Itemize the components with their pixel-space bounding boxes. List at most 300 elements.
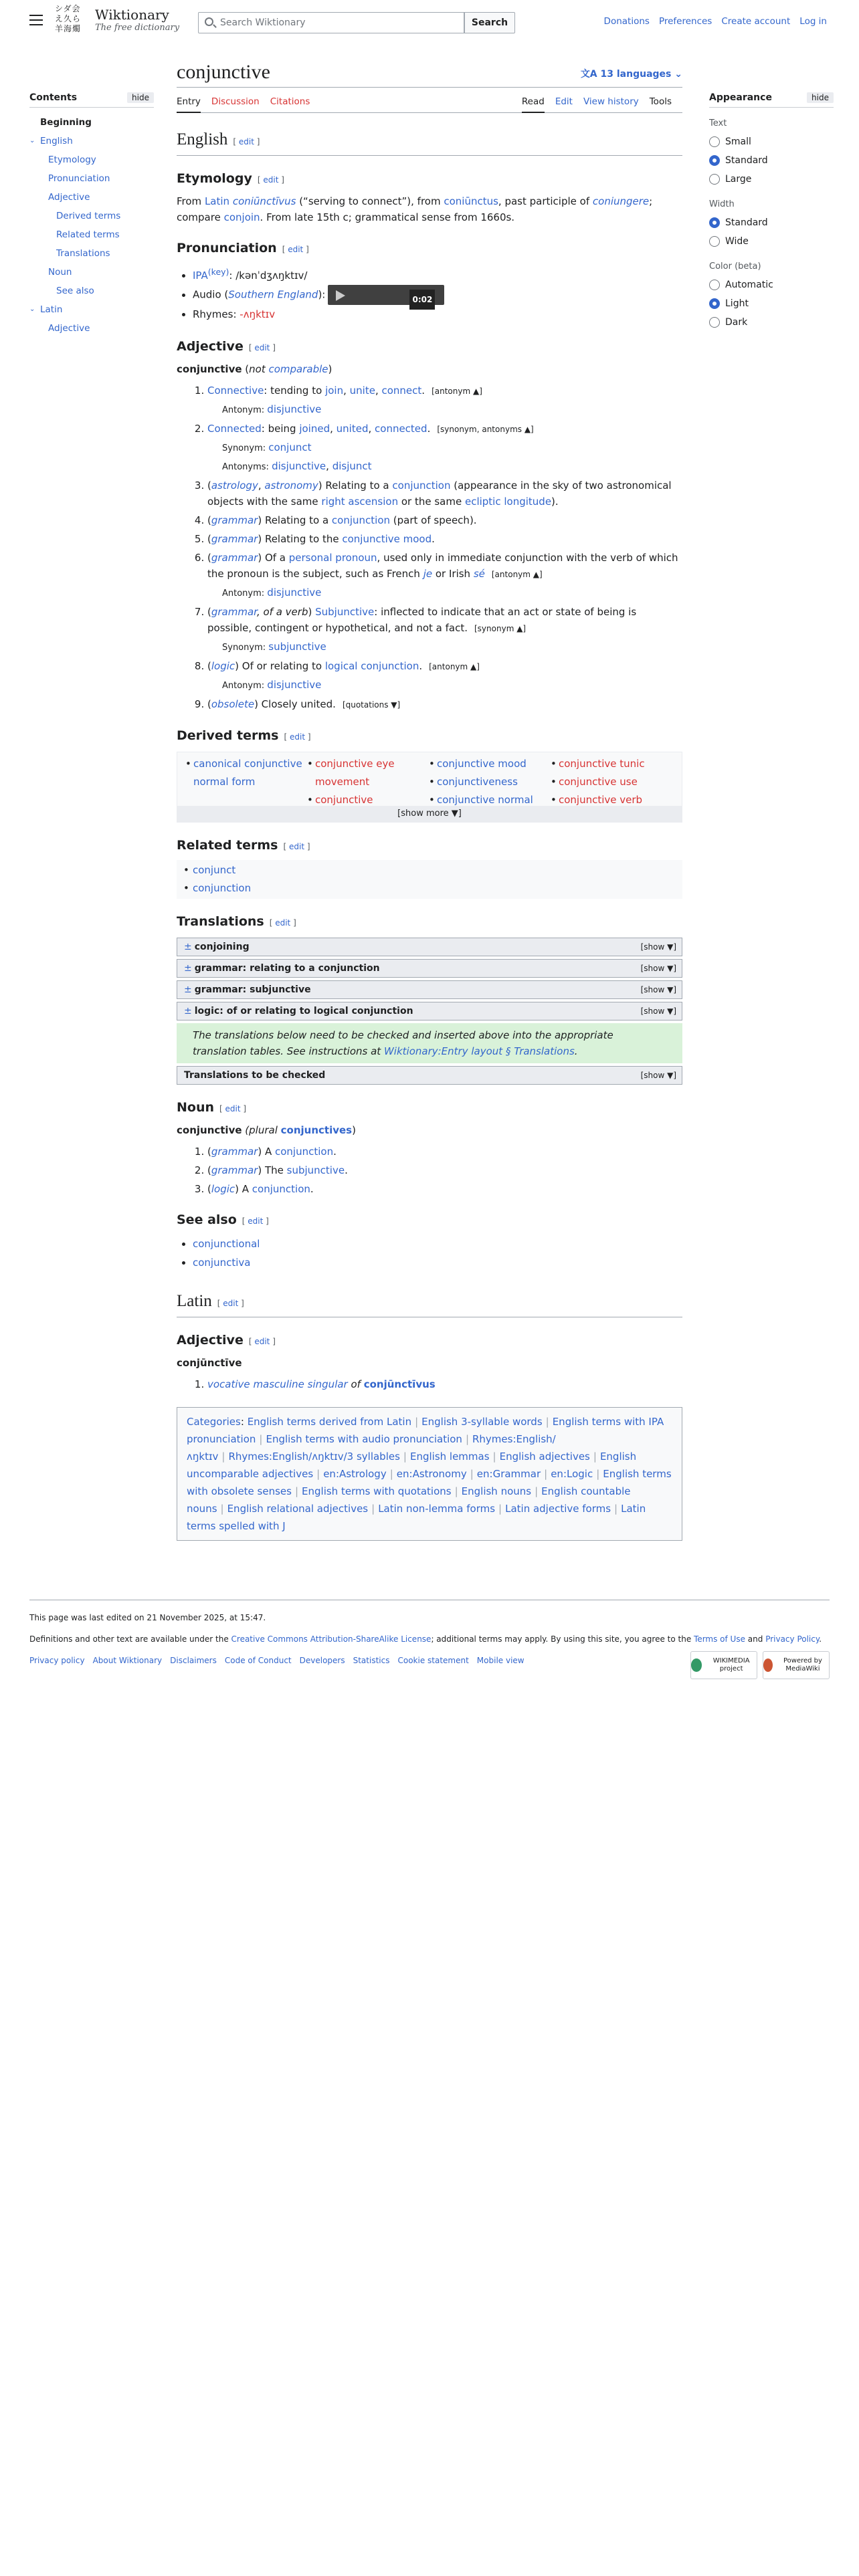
- derived-term: [437, 773, 549, 791]
- category-link[interactable]: English terms with audio pronunciation: [266, 1433, 462, 1445]
- nym-values: [267, 679, 321, 691]
- derived-term: [559, 773, 671, 791]
- main-menu-icon[interactable]: [29, 15, 43, 25]
- footer-link[interactable]: Cookie statement: [397, 1656, 469, 1665]
- derived-term: [315, 755, 427, 791]
- appearance-group-label: Text: [709, 118, 727, 128]
- styled-text: [474, 568, 485, 580]
- tab-entry[interactable]: Entry: [177, 92, 201, 113]
- user-links: [595, 16, 827, 27]
- category-separator: |: [454, 1485, 458, 1497]
- term-link[interactable]: Connective: [207, 385, 264, 397]
- category-separator: |: [535, 1485, 539, 1497]
- toggle-button[interactable]: [antonym ▲]: [432, 387, 482, 396]
- toc-title: Contents: [29, 92, 78, 103]
- option-label: Light: [725, 298, 749, 309]
- edit-gloss-icon[interactable]: ±: [184, 963, 192, 974]
- definition-item: [207, 550, 682, 601]
- user-link-donations[interactable]: Donations: [603, 16, 650, 27]
- footer-badges: [685, 1651, 830, 1679]
- radio-button[interactable]: [709, 155, 720, 166]
- edit-link[interactable]: edit: [254, 1337, 270, 1346]
- option-label: Automatic: [725, 280, 773, 290]
- noun-heading: Noun [ edit ]: [177, 1100, 247, 1115]
- category-link[interactable]: en:Astrology: [323, 1468, 387, 1480]
- audio-suffix: ):: [318, 288, 326, 301]
- definition-text: (grammar) Relating to the conjunctive mood.: [207, 533, 435, 545]
- license-mid: ; additional terms may apply. By using this site, you agree to the: [431, 1634, 694, 1644]
- show-more-button[interactable]: [show more ▼]: [177, 806, 682, 822]
- show-button[interactable]: [show ▼]: [640, 942, 676, 952]
- definition-item: [207, 512, 682, 528]
- translations-section: [177, 938, 682, 1085]
- tab-discussion[interactable]: Discussion: [211, 96, 260, 107]
- nym-label: Antonyms:: [222, 462, 272, 472]
- mediawiki-badge[interactable]: [763, 1651, 830, 1679]
- derived-term-link[interactable]: conjunctive: [315, 794, 373, 806]
- toc-item[interactable]: [29, 319, 154, 338]
- term-link[interactable]: ecliptic longitude: [464, 496, 552, 508]
- edit-link[interactable]: edit: [225, 1104, 241, 1113]
- term-link[interactable]: logical conjunction: [324, 660, 419, 672]
- definition-text: (grammar) Relating to a conjunction (part of speech).: [207, 514, 477, 526]
- term-link[interactable]: conjunction: [252, 1183, 310, 1195]
- appearance-option[interactable]: [709, 294, 834, 313]
- term-link[interactable]: grammar: [211, 533, 258, 545]
- derived-term-link[interactable]: conjunctiveness: [437, 776, 518, 788]
- term-link[interactable]: joined: [299, 423, 330, 435]
- toc-item[interactable]: [29, 207, 154, 225]
- toc-item[interactable]: [29, 225, 154, 244]
- derived-term: [559, 755, 671, 773]
- show-button[interactable]: [show ▼]: [640, 1071, 676, 1080]
- audio-player[interactable]: [328, 285, 444, 305]
- category-link[interactable]: English uncomparable adjectives: [187, 1451, 637, 1480]
- category-link[interactable]: English terms with quotations: [302, 1485, 452, 1497]
- wiktionary-logo[interactable]: シダ会 え久ら 羊海燭: [55, 4, 82, 33]
- definition-item: [207, 421, 682, 475]
- toggle-button[interactable]: [antonym ▲]: [429, 662, 480, 671]
- radio-button[interactable]: [709, 317, 720, 328]
- radio-button[interactable]: [709, 298, 720, 309]
- definition-item: [207, 604, 682, 655]
- toc-item-label: See also: [56, 286, 94, 296]
- category-link[interactable]: en:Grammar: [476, 1468, 541, 1480]
- category-link[interactable]: Latin adjective forms: [505, 1503, 611, 1515]
- option-label: Standard: [725, 155, 768, 166]
- toc-item-label: Pronunciation: [48, 173, 110, 184]
- derived-term-link[interactable]: conjunctive verb: [559, 794, 643, 806]
- footer-link[interactable]: Mobile view: [476, 1656, 524, 1665]
- see-also-link[interactable]: conjunctional: [193, 1238, 260, 1250]
- nym-link[interactable]: disjunctive: [267, 679, 322, 691]
- category-link[interactable]: English adjectives: [499, 1451, 590, 1463]
- styled-text: [211, 514, 258, 526]
- toc-hide-button[interactable]: hide: [127, 92, 154, 103]
- term-link[interactable]: conjunction: [392, 479, 451, 492]
- appearance-option[interactable]: [709, 213, 834, 232]
- last-edited: This page was last edited on 21 November 2025, at 15:47.: [29, 1613, 266, 1622]
- definition-item: 2. (grammar) The subjunctive.: [207, 1162, 682, 1178]
- nym-line: [207, 459, 682, 475]
- category-link[interactable]: English lemmas: [409, 1451, 490, 1463]
- category-link[interactable]: English terms with IPA pronunciation: [187, 1416, 664, 1445]
- term-link[interactable]: subjunctive: [286, 1164, 345, 1176]
- edit-gloss-icon[interactable]: ±: [184, 942, 192, 952]
- toc-item-label: Etymology: [48, 154, 96, 165]
- category-separator: |: [470, 1468, 474, 1480]
- category-separator: |: [259, 1433, 263, 1445]
- translation-gloss: grammar: subjunctive: [194, 984, 311, 995]
- term-link[interactable]: connected: [375, 423, 427, 435]
- toc-item[interactable]: [29, 188, 154, 207]
- definition-item: [207, 383, 682, 418]
- edit-link[interactable]: edit: [254, 343, 270, 352]
- page-tabs: [177, 92, 682, 113]
- nym-link[interactable]: disjunctive: [272, 460, 326, 472]
- radio-button[interactable]: [709, 236, 720, 247]
- term-link[interactable]: conjūnctīvus: [363, 1378, 436, 1390]
- footer-link[interactable]: Disclaimers: [170, 1656, 217, 1665]
- styled-text: [211, 1146, 258, 1158]
- footer-link[interactable]: Privacy policy: [29, 1656, 85, 1665]
- term-link[interactable]: personal pronoun: [288, 552, 377, 564]
- footer-link[interactable]: Statistics: [353, 1656, 390, 1665]
- term-link[interactable]: Subjunctive: [315, 606, 375, 618]
- see-also-heading: See also [ edit ]: [177, 1212, 269, 1227]
- user-link-create-account[interactable]: Create account: [721, 16, 791, 27]
- category-link[interactable]: Latin non-lemma forms: [378, 1503, 496, 1515]
- category-link[interactable]: en:Logic: [551, 1468, 593, 1480]
- edit-link[interactable]: edit: [289, 732, 306, 742]
- plural-link[interactable]: conjunctives: [280, 1124, 353, 1136]
- show-button[interactable]: [show ▼]: [640, 964, 676, 973]
- nym-values: disjunctive, disjunct: [272, 460, 372, 472]
- toc-item-label: Adjective: [48, 192, 90, 203]
- option-label: Wide: [725, 236, 749, 247]
- term-link[interactable]: conjunctive mood: [342, 533, 432, 545]
- headword: conjunctive: [177, 363, 242, 375]
- privacy-link[interactable]: Privacy Policy: [765, 1634, 820, 1644]
- latin-adjective-heading: Adjective [ edit ]: [177, 1333, 276, 1348]
- option-label: Small: [725, 136, 751, 147]
- nym-line: [207, 402, 682, 418]
- wordmark[interactable]: [95, 7, 179, 33]
- toc-item-label: Latin: [40, 304, 63, 315]
- definition-item: [207, 1376, 682, 1392]
- translation-box[interactable]: [177, 959, 682, 978]
- definition-text: (astrology, astronomy) Relating to a conjunction (appearance in the sky of two astronomical objects with the same right ascension or the same ecliptic longitude).: [207, 479, 672, 508]
- related-terms-title: Related terms: [177, 838, 278, 853]
- category-separator: |: [545, 1416, 549, 1428]
- nym-label: Antonym:: [222, 405, 268, 415]
- toc-item[interactable]: [29, 300, 154, 319]
- footer-link[interactable]: About Wiktionary: [92, 1656, 163, 1665]
- edit-link[interactable]: edit: [223, 1299, 239, 1308]
- styled-text: [211, 660, 235, 672]
- nym-line: [207, 440, 682, 456]
- audio-label: Audio (: [193, 288, 229, 301]
- tab-tools[interactable]: Tools: [649, 96, 672, 107]
- radio-button[interactable]: [709, 217, 720, 228]
- derived-term-link[interactable]: conjunctive mood: [437, 758, 527, 770]
- nym-label: Antonym:: [222, 681, 268, 691]
- language-button[interactable]: [581, 67, 682, 80]
- definition-text: (grammar) Of a personal pronoun, used only in immediate conjunction with the verb of which the pronoun is the subject, such as French je or Irish sé: [207, 552, 678, 580]
- etymology-link[interactable]: conjoin: [223, 211, 260, 223]
- term-link[interactable]: grammar: [211, 606, 257, 618]
- term-link[interactable]: astronomy: [264, 479, 318, 492]
- license-link[interactable]: Creative Commons Attribution-ShareAlike License: [231, 1634, 432, 1644]
- term-link[interactable]: unite: [349, 385, 375, 397]
- toc-item[interactable]: [29, 263, 154, 282]
- toggle-button[interactable]: [quotations ▼]: [342, 700, 401, 710]
- wikimedia-badge[interactable]: [690, 1651, 757, 1679]
- derived-term-link[interactable]: conjunctive use: [559, 776, 638, 788]
- search-input[interactable]: [220, 15, 448, 30]
- latin-headword: conjūnctīve: [177, 1357, 242, 1369]
- term-link[interactable]: grammar: [211, 552, 258, 564]
- edit-link[interactable]: edit: [288, 842, 305, 851]
- section-english: English [ edit ]: [177, 129, 682, 156]
- edit-link[interactable]: edit: [288, 245, 304, 254]
- latin-definitions: [177, 1376, 682, 1392]
- rhymes-link[interactable]: -ʌŋktɪv: [240, 308, 276, 320]
- derived-terms-box: [177, 752, 682, 823]
- noun-headword: conjunctive: [177, 1124, 242, 1136]
- term-link[interactable]: je: [423, 568, 433, 580]
- toggle-button[interactable]: [antonym ▲]: [491, 570, 543, 579]
- appearance-option[interactable]: [709, 276, 834, 294]
- see-also-title: See also: [177, 1212, 237, 1227]
- toggle-button[interactable]: [synonym, antonyms ▲]: [437, 425, 534, 434]
- styled-text: not comparable: [249, 363, 328, 375]
- styled-text: [211, 1164, 258, 1176]
- term-link[interactable]: logic: [211, 1183, 235, 1195]
- category-separator: |: [371, 1503, 375, 1515]
- etymology-link[interactable]: coniūnctus: [444, 195, 498, 207]
- translations-heading: Translations [ edit ]: [177, 914, 296, 929]
- translation-box[interactable]: [177, 1002, 682, 1021]
- ipa-link[interactable]: IPA: [193, 270, 208, 282]
- related-term-link[interactable]: conjunction: [193, 882, 252, 894]
- edit-link[interactable]: edit: [275, 918, 291, 928]
- category-link[interactable]: Rhymes:English/ʌŋktɪv/3 syllables: [228, 1451, 400, 1463]
- term-link[interactable]: right ascension: [321, 496, 399, 508]
- category-link[interactable]: English terms derived from Latin: [247, 1416, 412, 1428]
- tab-read[interactable]: Read: [522, 92, 545, 113]
- derived-terms-heading: Derived terms [ edit ]: [177, 728, 311, 743]
- etymology-link[interactable]: Latin: [204, 195, 230, 207]
- chevron-down-icon[interactable]: ⌄: [29, 306, 35, 313]
- etymology-link[interactable]: coniūnctīvus: [232, 195, 296, 207]
- tab-view-history[interactable]: View history: [583, 96, 639, 107]
- ipa-key-link[interactable]: (key): [207, 267, 229, 277]
- term-link[interactable]: sé: [473, 568, 485, 580]
- term-link[interactable]: connect: [381, 385, 422, 397]
- radio-button[interactable]: [709, 280, 720, 290]
- toc-item[interactable]: [29, 150, 154, 169]
- toc-item-label: Noun: [48, 267, 72, 278]
- mediawiki-logo-icon: [763, 1658, 773, 1672]
- appearance-hide-button[interactable]: hide: [807, 92, 834, 103]
- term-link[interactable]: singular: [307, 1378, 348, 1390]
- site-name: Wiktionary: [95, 7, 169, 23]
- toc-item[interactable]: [29, 244, 154, 263]
- footer-link[interactable]: Developers: [299, 1656, 345, 1665]
- search-icon: [205, 17, 213, 26]
- audio-region-link[interactable]: Southern England: [228, 288, 318, 301]
- user-link-log-in[interactable]: Log in: [799, 16, 827, 27]
- term-link[interactable]: comparable: [268, 363, 328, 375]
- appearance-option[interactable]: [709, 170, 834, 189]
- adjective-definitions: [177, 383, 682, 713]
- etymology-text-part: From: [177, 195, 205, 207]
- styled-text: grammar, of a verb: [211, 606, 308, 618]
- etymology-text-part: . From late 15th c; grammatical sense from 1660s.: [260, 211, 515, 223]
- term-link[interactable]: join: [325, 385, 344, 397]
- term-link[interactable]: Connected: [207, 423, 262, 435]
- wikimedia-logo-icon: [691, 1658, 702, 1672]
- term-link[interactable]: conjunction: [331, 514, 391, 526]
- derived-term-link[interactable]: conjunctive eye movement: [315, 758, 395, 788]
- category-link[interactable]: English 3-syllable words: [421, 1416, 543, 1428]
- play-icon[interactable]: [336, 290, 345, 301]
- toggle-button[interactable]: [synonym ▲]: [474, 624, 527, 633]
- category-link[interactable]: Rhymes:English/ʌŋktɪv: [187, 1433, 556, 1463]
- translations-to-check-box[interactable]: [177, 1066, 682, 1085]
- nym-link[interactable]: disjunctive: [267, 403, 322, 415]
- category-separator: |: [596, 1468, 600, 1480]
- definition-item: [207, 696, 682, 713]
- appearance-option[interactable]: [709, 151, 834, 170]
- plural-close: ): [352, 1124, 356, 1136]
- adjective-title: Adjective: [177, 339, 244, 354]
- see-also-item: [193, 1235, 682, 1253]
- nym-link[interactable]: disjunct: [332, 460, 372, 472]
- show-button[interactable]: [show ▼]: [640, 1006, 676, 1016]
- category-link[interactable]: English relational adjectives: [227, 1503, 369, 1515]
- category-link[interactable]: English nouns: [461, 1485, 532, 1497]
- rhymes-item: [193, 305, 682, 324]
- categories-label-link[interactable]: Categories: [187, 1416, 241, 1428]
- related-term: [183, 879, 676, 897]
- definition-text: (obsolete) Closely united.: [207, 698, 336, 710]
- option-label: Standard: [725, 217, 768, 228]
- toc-item[interactable]: [29, 169, 154, 188]
- chevron-down-icon[interactable]: ⌄: [29, 137, 35, 144]
- nym-link[interactable]: subjunctive: [268, 641, 326, 653]
- category-link[interactable]: Latin terms spelled with J: [187, 1503, 646, 1532]
- derived-column: [549, 755, 671, 809]
- user-link-preferences[interactable]: Preferences: [658, 16, 712, 27]
- term-link[interactable]: grammar: [211, 514, 258, 526]
- site-header: [0, 0, 859, 44]
- category-separator: |: [403, 1451, 407, 1463]
- toc-item[interactable]: [29, 132, 154, 150]
- footer-link[interactable]: Code of Conduct: [224, 1656, 292, 1665]
- site-tagline: The free dictionary: [95, 23, 180, 33]
- etymology-link[interactable]: coniungere: [592, 195, 650, 207]
- appearance-option[interactable]: [709, 232, 834, 251]
- translation-gloss: conjoining: [194, 942, 250, 952]
- related-terms-heading: Related terms [ edit ]: [177, 838, 310, 853]
- show-button[interactable]: [show ▼]: [640, 985, 676, 994]
- appearance-group-label: Width: [709, 199, 735, 209]
- nym-values: [267, 403, 321, 415]
- term-link[interactable]: grammar: [211, 1146, 258, 1158]
- derived-term-link[interactable]: canonical conjunctive normal form: [193, 758, 302, 788]
- nym-link[interactable]: disjunctive: [267, 586, 322, 599]
- translation-box[interactable]: [177, 980, 682, 999]
- terms-link[interactable]: Terms of Use: [694, 1634, 745, 1644]
- see-also-link[interactable]: conjunctiva: [193, 1257, 251, 1269]
- term-link[interactable]: astrology: [211, 479, 258, 492]
- radio-button[interactable]: [709, 136, 720, 147]
- term-link[interactable]: grammar: [211, 1164, 258, 1176]
- etymology-text-part: , past participle of: [498, 195, 593, 207]
- toc-item[interactable]: [29, 282, 154, 300]
- entry-layout-link[interactable]: Wiktionary:Entry layout § Translations: [383, 1045, 575, 1057]
- category-link[interactable]: en:Astronomy: [396, 1468, 467, 1480]
- category-link[interactable]: English countable nouns: [187, 1485, 631, 1515]
- tab-citations[interactable]: Citations: [270, 96, 310, 107]
- definition-text: Connected: being joined, united, connected.: [207, 423, 431, 435]
- term-link[interactable]: vocative: [207, 1378, 250, 1390]
- term-link[interactable]: logic: [211, 660, 235, 672]
- related-term-link[interactable]: conjunct: [193, 864, 236, 876]
- page-title: conjunctive: [177, 59, 682, 88]
- term-link[interactable]: united: [336, 423, 369, 435]
- translation-box[interactable]: [177, 938, 682, 956]
- nym-label: Synonym:: [222, 643, 269, 653]
- edit-gloss-icon[interactable]: ±: [184, 984, 192, 995]
- option-label: Dark: [725, 317, 748, 328]
- definition-item: [207, 477, 682, 510]
- toc-item[interactable]: [29, 113, 154, 132]
- mediawiki-badge-text: Powered by MediaWiki: [783, 1657, 822, 1673]
- search-button[interactable]: Search: [464, 12, 515, 33]
- term-link[interactable]: obsolete: [211, 698, 255, 710]
- radio-button[interactable]: [709, 174, 720, 185]
- translation-gloss: logic: of or relating to logical conjunction: [194, 1006, 413, 1016]
- definition-item: [207, 531, 682, 547]
- nym-label: Antonym:: [222, 588, 268, 599]
- wikimedia-badge-text: WIKIMEDIA project: [712, 1657, 750, 1673]
- tab-edit[interactable]: Edit: [555, 96, 573, 107]
- nym-link[interactable]: conjunct: [268, 441, 312, 453]
- rhymes-label: Rhymes:: [193, 308, 240, 320]
- edit-link[interactable]: edit: [263, 175, 279, 185]
- category-link[interactable]: English terms with obsolete senses: [187, 1468, 672, 1497]
- check-note-text: The translations below need to be checked and inserted above into the appropriate translation tables. See instructions at: [193, 1029, 613, 1057]
- edit-gloss-icon[interactable]: ±: [184, 1006, 192, 1016]
- edit-link[interactable]: edit: [238, 137, 254, 146]
- term-link[interactable]: conjunction: [274, 1146, 334, 1158]
- category-separator: |: [614, 1503, 618, 1515]
- related-term: [183, 861, 676, 879]
- appearance-option[interactable]: [709, 132, 834, 151]
- etymology-title: Etymology: [177, 171, 252, 186]
- pronunciation-heading: Pronunciation [ edit ]: [177, 241, 309, 255]
- toc-item-label: Translations: [56, 248, 110, 259]
- term-link[interactable]: masculine: [253, 1378, 304, 1390]
- edit-link[interactable]: edit: [248, 1216, 264, 1226]
- derived-term-link[interactable]: conjunctive normal: [437, 794, 533, 806]
- derived-term-link[interactable]: conjunctive tunic: [559, 758, 645, 770]
- appearance-option[interactable]: [709, 313, 834, 332]
- category-separator: |: [294, 1485, 299, 1497]
